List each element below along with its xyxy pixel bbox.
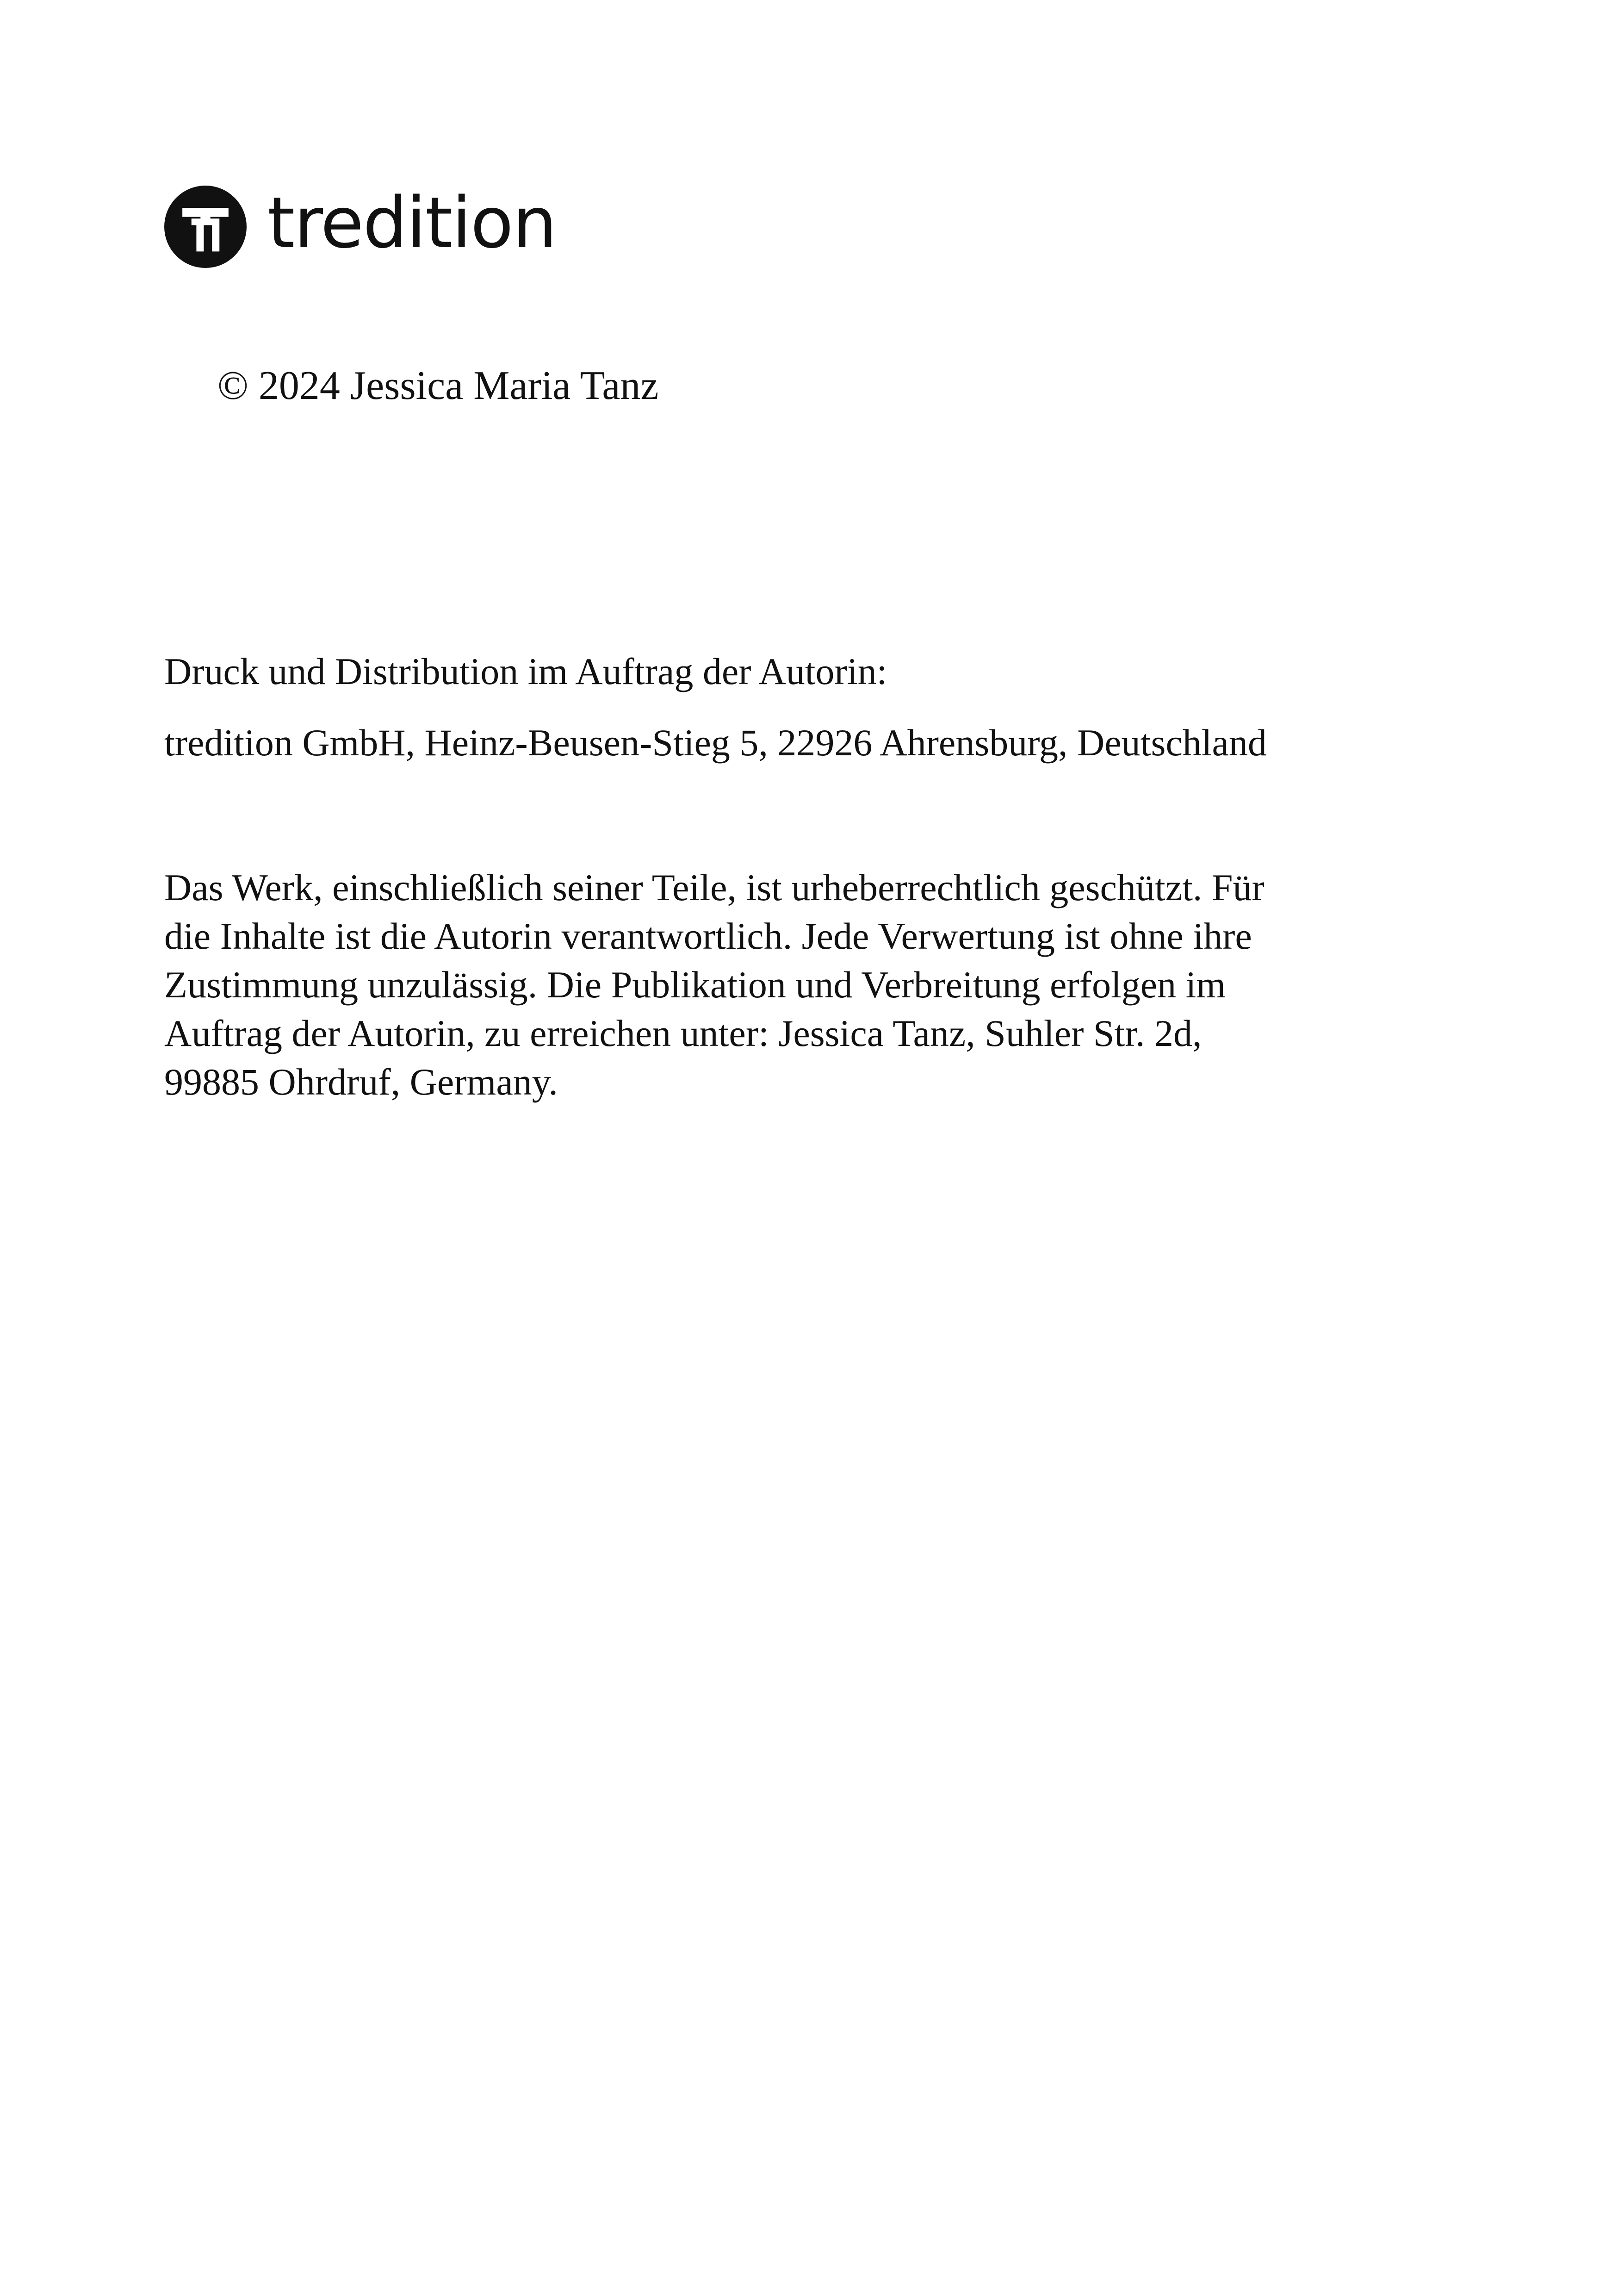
printing-intro: Druck und Distribution im Auftrag der Autorin: — [164, 650, 887, 692]
legal-notice-line: Auftrag der Autorin, zu erreichen unter: Jessica Tanz, Suhler Str. 2d, — [164, 1012, 1202, 1054]
legal-notice-line: Das Werk, einschließlich seiner Teile, ist urheberrechtlich geschützt. Für — [164, 866, 1265, 908]
legal-notice-line: Zustimmung unzulässig. Die Publikation und Verbreitung erfolgen im — [164, 964, 1226, 1006]
publisher-logo — [164, 183, 556, 271]
legal-notice — [164, 863, 1460, 1106]
legal-notice-line: 99885 Ohrdruf, Germany. — [164, 1061, 558, 1103]
copyright-notice: © 2024 Jessica Maria Tanz — [217, 363, 659, 408]
printing-info — [164, 650, 1267, 764]
tredition-logo-icon — [164, 186, 247, 268]
legal-notice-line: die Inhalte ist die Autorin verantwortlich. Jede Verwertung ist ohne ihre — [164, 915, 1252, 957]
publisher-address: tredition GmbH, Heinz-Beusen-Stieg 5, 22926 Ahrensburg, Deutschland — [164, 722, 1267, 764]
publisher-logo-text: tredition — [267, 182, 557, 264]
